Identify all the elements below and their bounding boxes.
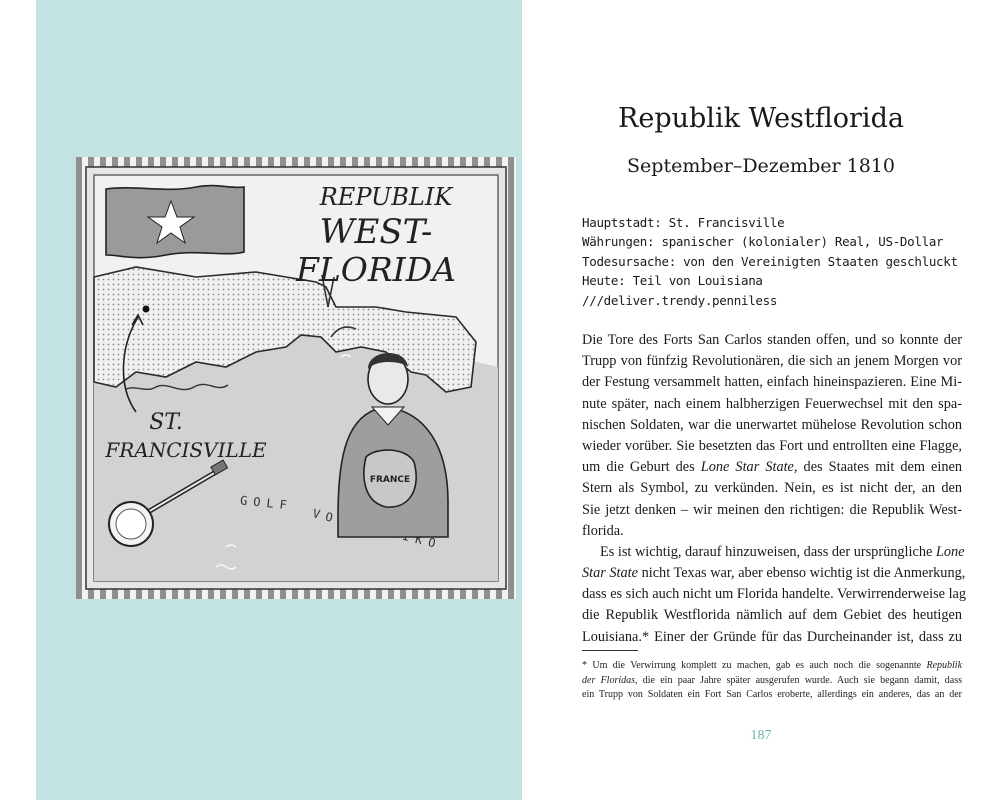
footnote-line: * Um die Verwirrung komplett zu machen, gab es auch noch die sogenannte Republik: [582, 660, 963, 671]
text-line: Stern als Symbol, zu verkünden. Nein, es ist nicht der, an den: [582, 480, 962, 497]
sea-label-line2: VON: [311, 506, 354, 530]
fact-capital: Hauptstadt: St. Francisville: [582, 215, 785, 230]
text-line: der Festung versammelt hatten, einfach hineinspazieren. Eine Mi-: [582, 374, 962, 391]
map-title-line1: REPUBLIK: [319, 183, 453, 211]
text-line: die Republik Westflorida nämlich auf dem Gebiet des heutigen: [582, 607, 962, 624]
city-marker-icon: [143, 306, 150, 313]
footnote-line: ein Trupp von Soldaten ein Fort San Carlos eroberte, allerdings ein anderes, das an der: [582, 689, 962, 700]
text-line: nischen Soldaten, war die unerwartet mühelose Revolution schon: [582, 416, 962, 433]
chapter-title: Republik Westflorida: [618, 103, 904, 134]
fact-cause-of-death: Todesursache: von den Vereinigten Staaten geschluckt: [582, 253, 958, 269]
city-label-line1: ST.: [149, 410, 183, 435]
text-line: Es ist wichtig, darauf hinzuweisen, dass der ursprüngliche Lone: [600, 543, 965, 560]
text-line: wieder vorüber. Sie besetzten das Fort und entrollten eine Flagge,: [582, 437, 962, 454]
map-illustration: [76, 157, 516, 599]
text-page: [522, 0, 1000, 800]
footnote-line: der Floridas, die ein paar Jahre später ausgerufen wurde. Auch sie begann damit, dass: [582, 674, 963, 686]
map-title-line2: WEST-: [319, 212, 433, 252]
fact-today: Heute: Teil von Louisiana: [582, 273, 763, 289]
lone-star-flag: [106, 186, 244, 258]
map-title-line3: FLORIDA: [295, 250, 457, 289]
text-line: florida.: [582, 522, 624, 539]
fact-box: [582, 213, 982, 310]
footnote-rule: [582, 650, 638, 651]
text-line: nute später, nach einem halbherzigen Feuerwechsel mit den spa-: [582, 395, 962, 412]
money-bag-label: FRANCE: [369, 475, 411, 485]
city-label-line2: FRANCISVILLE: [105, 438, 267, 462]
chapter-subtitle: September–Dezember 1810: [627, 155, 895, 177]
fact-currencies: Währungen: spanischer (kolonialer) Real, US-Dollar: [582, 234, 944, 250]
text-line: Trupp von fünfzig Revolutionären, die sich an jenem Morgen vor: [582, 353, 962, 370]
body-text: [582, 330, 967, 648]
text-line: Sie jetzt denken – wir meinen den richtigen: die Republik West-: [582, 501, 962, 518]
text-line: Die Tore des Forts San Carlos standen offen, und so konnte der: [582, 332, 962, 348]
sea-label-line1: GOLF: [239, 493, 294, 513]
text-line: dass es sich auch nicht um Florida handelte. Verwirrenderweise lag: [582, 586, 967, 603]
text-line: Louisiana.* Einer der Gründe für das Durcheinander ist, dass zu: [582, 628, 962, 645]
fact-what3words: ///deliver.trendy.penniless: [582, 292, 778, 308]
text-line: Star State nicht Texas war, aber ebenso wichtig ist die Anmerkung,: [582, 565, 966, 582]
footnote: [582, 659, 962, 703]
illustration-page: [36, 0, 522, 800]
page-number: 187: [750, 728, 772, 743]
text-line: um die Geburt des Lone Star State, des Staates mit dem einen: [582, 459, 963, 476]
